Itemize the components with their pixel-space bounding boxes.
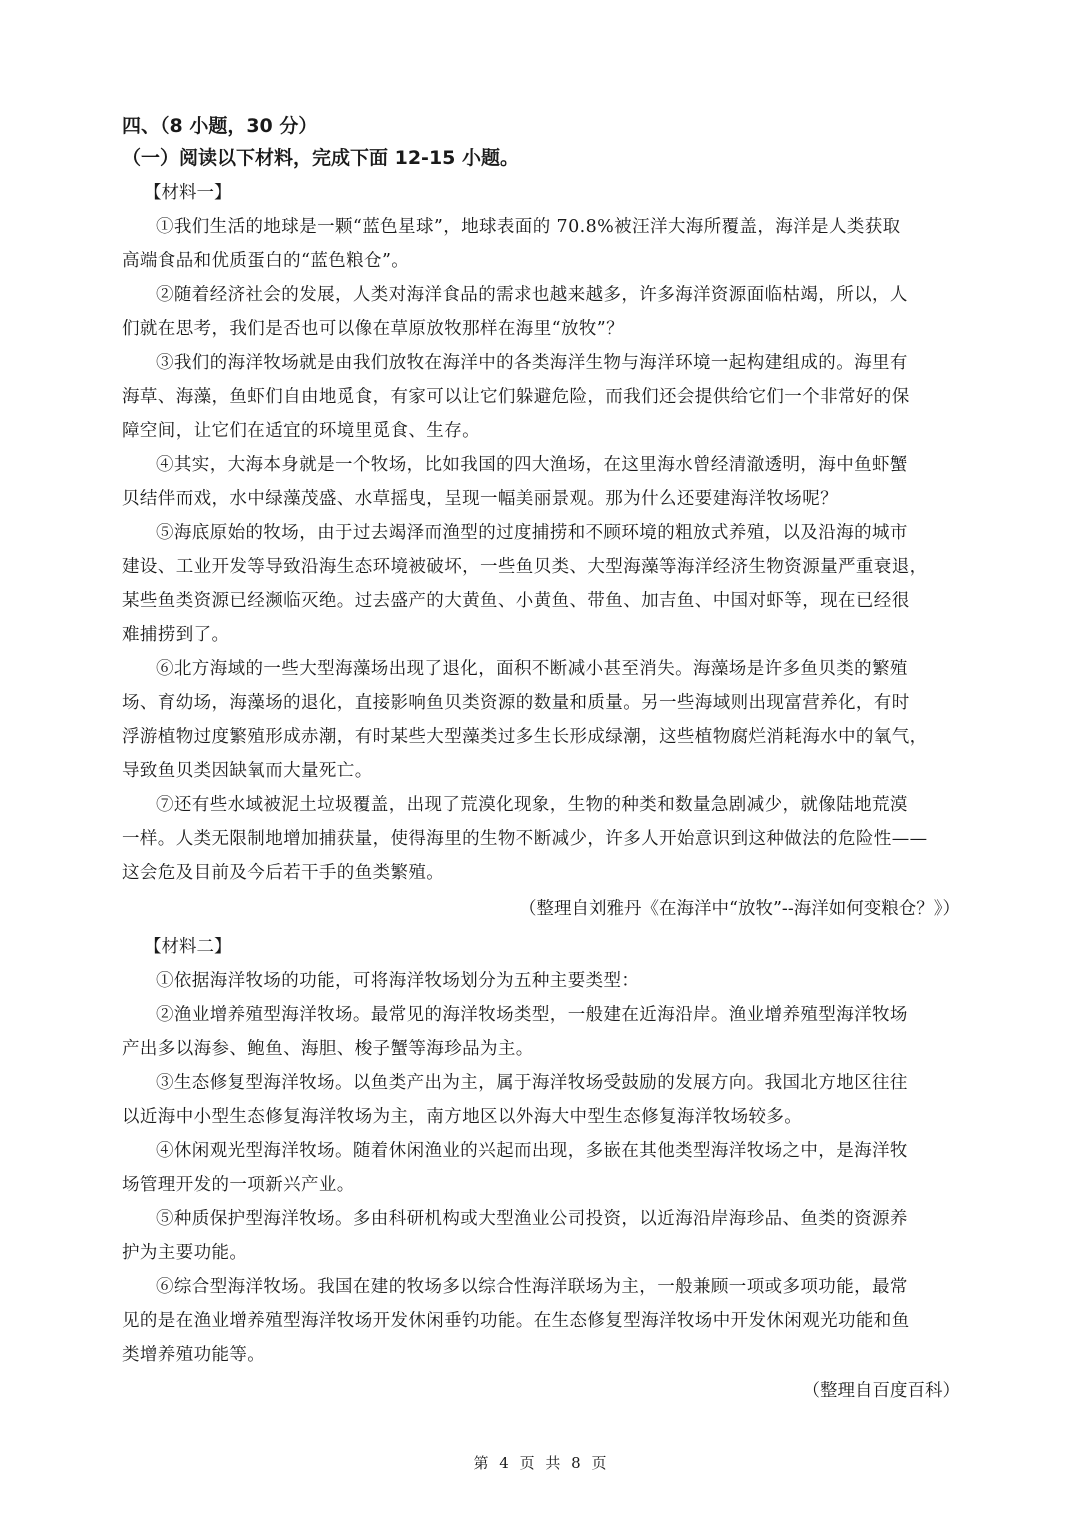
- page-footer: 第 4 页 共 8 页: [473, 1454, 607, 1472]
- paragraph: [122, 652, 960, 788]
- paragraph: [122, 1134, 960, 1202]
- paragraph-line: ③生态修复型海洋牧场。以鱼类产出为主，属于海洋牧场受鼓励的发展方向。我国北方地区往往: [156, 1073, 908, 1093]
- paragraph-line: ①依据海洋牧场的功能，可将海洋牧场划分为五种主要类型：: [156, 971, 640, 991]
- paragraph: [122, 210, 960, 278]
- paragraph: [122, 964, 960, 998]
- paragraph-line: ⑥北方海域的一些大型海藻场出现了退化，面积不断减小甚至消失。海藻场是许多鱼贝类的繁殖: [156, 659, 908, 679]
- paragraph: [122, 788, 960, 890]
- paragraph-line: 类增养殖功能等。: [122, 1345, 266, 1365]
- material-one-source: （整理自刘雅丹《在海洋中“放牧”--海洋如何变粮仓？》）: [519, 899, 960, 919]
- paragraph: [122, 1270, 960, 1372]
- paragraph-line: 导致鱼贝类因缺氧而大量死亡。: [122, 761, 373, 781]
- paragraph-line: 场管理开发的一项新兴产业。: [122, 1175, 355, 1195]
- paragraph-line: 们就在思考，我们是否也可以像在草原放牧那样在海里“放牧”？: [122, 319, 624, 339]
- paragraph-line: 某些鱼类资源已经濒临灭绝。过去盛产的大黄鱼、小黄鱼、带鱼、加吉鱼、中国对虾等，现在已经很: [122, 591, 910, 611]
- paragraph-line: 以近海中小型生态修复海洋牧场为主，南方地区以外海大中型生态修复海洋牧场较多。: [122, 1107, 803, 1127]
- paragraph-line: 见的是在渔业增养殖型海洋牧场开发休闲垂钓功能。在生态修复型海洋牧场中开发休闲观光功能和鱼: [122, 1311, 910, 1331]
- paragraph-line: 浮游植物过度繁殖形成赤潮，有时某些大型藻类过多生长形成绿潮，这些植物腐烂消耗海水中的氧气，: [122, 727, 928, 747]
- paragraph-line: 一样。人类无限制地增加捕获量，使得海里的生物不断减少，许多人开始意识到这种做法的危险性——: [122, 829, 928, 849]
- material-one-label: 【材料一】: [144, 183, 232, 203]
- paragraph-line: 这会危及目前及今后若干手的鱼类繁殖。: [122, 863, 445, 883]
- paragraph-line: 贝结伴而戏，水中绿藻茂盛、水草摇曳，呈现一幅美丽景观。那为什么还要建海洋牧场呢？: [122, 489, 838, 509]
- paragraph-line: 产出多以海参、鲍鱼、海胆、梭子蟹等海珍品为主。: [122, 1039, 534, 1059]
- paragraph-line: 场、育幼场，海藻场的退化，直接影响鱼贝类资源的数量和质量。另一些海域则出现富营养化，有时: [122, 693, 910, 713]
- material-one-body: [122, 210, 960, 890]
- paragraph-line: ①我们生活的地球是一颗“蓝色星球”，地球表面的 70.8%被汪洋大海所覆盖，海洋是人类获取: [156, 217, 901, 237]
- paragraph: [122, 1202, 960, 1270]
- paragraph-line: ②随着经济社会的发展，人类对海洋食品的需求也越来越多，许多海洋资源面临枯竭，所以，人: [156, 285, 908, 305]
- paragraph-line: 建设、工业开发等导致沿海生态环境被破坏，一些鱼贝类、大型海藻等海洋经济生物资源量严重衰退，: [122, 557, 928, 577]
- paragraph-line: ⑥综合型海洋牧场。我国在建的牧场多以综合性海洋联场为主，一般兼顾一项或多项功能，最常: [156, 1277, 908, 1297]
- paragraph: [122, 346, 960, 448]
- paragraph: [122, 998, 960, 1066]
- paragraph-line: ③我们的海洋牧场就是由我们放牧在海洋中的各类海洋生物与海洋环境一起构建组成的。海里有: [156, 353, 908, 373]
- paragraph-line: ⑤海底原始的牧场，由于过去竭泽而渔型的过度捕捞和不顾环境的粗放式养殖，以及沿海的城市: [156, 523, 908, 543]
- paragraph: [122, 516, 960, 652]
- paragraph-line: ④其实，大海本身就是一个牧场，比如我国的四大渔场，在这里海水曾经清澈透明，海中鱼虾蟹: [156, 455, 908, 475]
- sub-heading: （一）阅读以下材料，完成下面 12-15 小题。: [122, 147, 519, 169]
- paragraph-line: 障空间，让它们在适宜的环境里觅食、生存。: [122, 421, 480, 441]
- paragraph-line: ⑦还有些水域被泥土垃圾覆盖，出现了荒漠化现象，生物的种类和数量急剧减少，就像陆地荒漠: [156, 795, 908, 815]
- paragraph: [122, 1066, 960, 1134]
- paragraph-line: 高端食品和优质蛋白的“蓝色粮仓”。: [122, 251, 410, 271]
- paragraph: [122, 278, 960, 346]
- material-two-source: （整理自百度百科）: [802, 1381, 960, 1401]
- paragraph-line: ②渔业增养殖型海洋牧场。最常见的海洋牧场类型，一般建在近海沿岸。渔业增养殖型海洋牧场: [156, 1005, 908, 1025]
- material-two-label: 【材料二】: [144, 937, 232, 957]
- paragraph-line: 海草、海藻，鱼虾们自由地觅食，有家可以让它们躲避危险，而我们还会提供给它们一个非常好的保: [122, 387, 910, 407]
- material-two-body: [122, 964, 960, 1372]
- paragraph-line: ⑤种质保护型海洋牧场。多由科研机构或大型渔业公司投资，以近海沿岸海珍品、鱼类的资源养: [156, 1209, 908, 1229]
- section-heading: 四、（8 小题，30 分）: [122, 115, 318, 137]
- paragraph: [122, 448, 960, 516]
- paragraph-line: ④休闲观光型海洋牧场。随着休闲渔业的兴起而出现，多嵌在其他类型海洋牧场之中，是海洋牧: [156, 1141, 908, 1161]
- paragraph-line: 护为主要功能。: [122, 1243, 248, 1263]
- paragraph-line: 难捕捞到了。: [122, 625, 230, 645]
